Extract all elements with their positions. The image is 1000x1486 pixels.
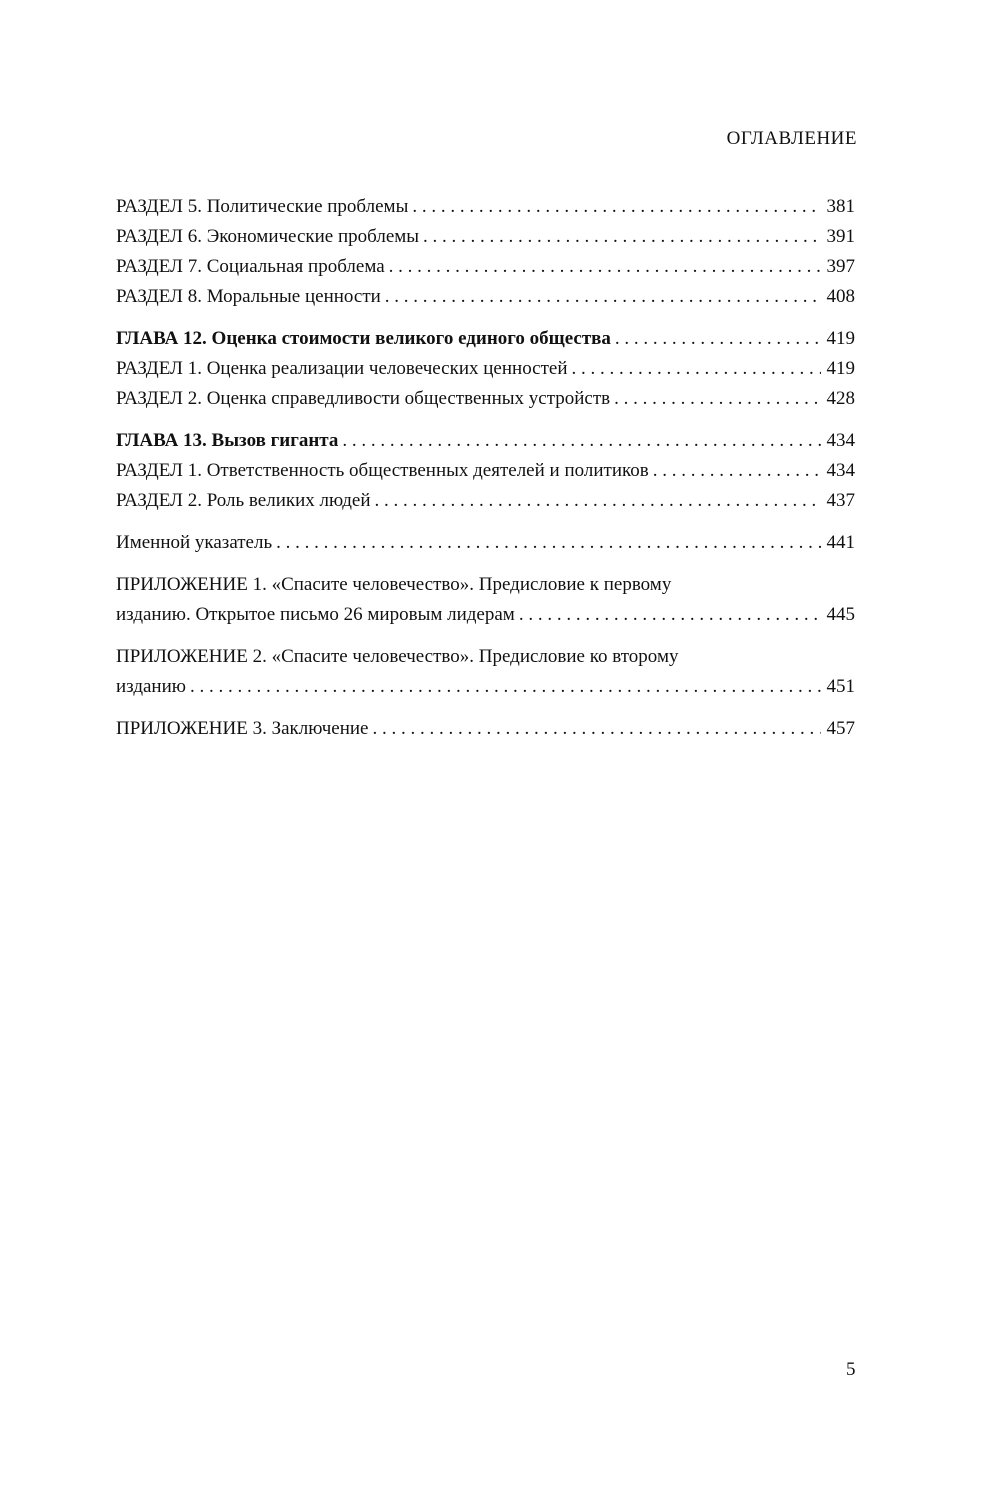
toc-entry bbox=[116, 196, 855, 226]
group-gap bbox=[116, 706, 855, 718]
toc-entry-label: РАЗДЕЛ 2. Роль великих людей bbox=[116, 490, 371, 511]
group-gap bbox=[116, 316, 855, 328]
running-head: ОГЛАВЛЕНИЕ bbox=[726, 128, 857, 149]
group-gap bbox=[116, 634, 855, 646]
page-number: 5 bbox=[846, 1359, 856, 1380]
toc-entry-label: ГЛАВА 13. Вызов гиганта bbox=[116, 430, 339, 451]
toc-entry bbox=[116, 532, 855, 562]
toc-entry-page: 381 bbox=[826, 196, 855, 217]
dot-leader bbox=[615, 328, 821, 350]
toc-entry-label: РАЗДЕЛ 2. Оценка справедливости общественных устройств bbox=[116, 388, 611, 409]
dot-leader bbox=[614, 388, 820, 410]
dot-leader bbox=[653, 460, 821, 482]
dot-leader bbox=[372, 718, 820, 740]
toc-entry-page: 391 bbox=[826, 226, 855, 247]
dot-leader bbox=[190, 676, 821, 698]
toc-entry-page: 457 bbox=[826, 718, 855, 739]
toc-entry-page: 434 bbox=[826, 430, 855, 451]
toc-entry-page: 419 bbox=[826, 328, 855, 349]
toc-entry-label: РАЗДЕЛ 5. Политические проблемы bbox=[116, 196, 409, 217]
toc-entry bbox=[116, 358, 855, 388]
toc-entry-first-line: ПРИЛОЖЕНИЕ 2. «Спасите человечество». Предисловие ко второму bbox=[116, 646, 679, 667]
toc-entry-page: 434 bbox=[826, 460, 855, 481]
group-gap bbox=[116, 418, 855, 430]
toc-entry-first-line: ПРИЛОЖЕНИЕ 1. «Спасите человечество». Предисловие к первому bbox=[116, 574, 672, 595]
toc-entry-page: 397 bbox=[826, 256, 855, 277]
dot-leader bbox=[342, 430, 820, 452]
toc-entry-label: РАЗДЕЛ 6. Экономические проблемы bbox=[116, 226, 420, 247]
toc-entry-page: 441 bbox=[826, 532, 855, 553]
toc-entry-label: РАЗДЕЛ 1. Ответственность общественных деятелей и политиков bbox=[116, 460, 649, 481]
toc-entry-label: РАЗДЕЛ 1. Оценка реализации человеческих ценностей bbox=[116, 358, 568, 379]
group-gap bbox=[116, 562, 855, 574]
toc-entry-label: РАЗДЕЛ 7. Социальная проблема bbox=[116, 256, 385, 277]
dot-leader bbox=[423, 226, 820, 248]
toc-entry bbox=[116, 226, 855, 256]
toc-entry bbox=[116, 286, 855, 316]
toc-entry-label: изданию. Открытое письмо 26 мировым лидерам bbox=[116, 604, 515, 625]
toc-entry-label: изданию bbox=[116, 676, 186, 697]
toc-entry-page: 445 bbox=[826, 604, 855, 625]
toc-entry bbox=[116, 388, 855, 418]
dot-leader bbox=[572, 358, 821, 380]
toc-entry-label: РАЗДЕЛ 8. Моральные ценности bbox=[116, 286, 381, 307]
dot-leader bbox=[519, 604, 821, 626]
dot-leader bbox=[375, 490, 821, 512]
toc-chapter-entry bbox=[116, 328, 855, 358]
dot-leader bbox=[412, 196, 820, 218]
dot-leader bbox=[276, 532, 820, 554]
toc-entry bbox=[116, 604, 855, 634]
toc-entry-page: 451 bbox=[826, 676, 855, 697]
toc-chapter-entry bbox=[116, 430, 855, 460]
dot-leader bbox=[389, 256, 821, 278]
toc-entry-page: 408 bbox=[826, 286, 855, 307]
toc-entry bbox=[116, 490, 855, 520]
toc-entry bbox=[116, 460, 855, 490]
toc-entry-page: 437 bbox=[826, 490, 855, 511]
toc-entry bbox=[116, 718, 855, 748]
toc-entry-label: ГЛАВА 12. Оценка стоимости великого единого общества bbox=[116, 328, 611, 349]
toc-entry-page: 419 bbox=[826, 358, 855, 379]
toc-entry-page: 428 bbox=[826, 388, 855, 409]
table-of-contents bbox=[116, 196, 855, 748]
dot-leader bbox=[385, 286, 821, 308]
toc-entry-label: ПРИЛОЖЕНИЕ 3. Заключение bbox=[116, 718, 369, 739]
toc-entry bbox=[116, 676, 855, 706]
group-gap bbox=[116, 520, 855, 532]
toc-entry bbox=[116, 256, 855, 286]
toc-entry-label: Именной указатель bbox=[116, 532, 273, 553]
